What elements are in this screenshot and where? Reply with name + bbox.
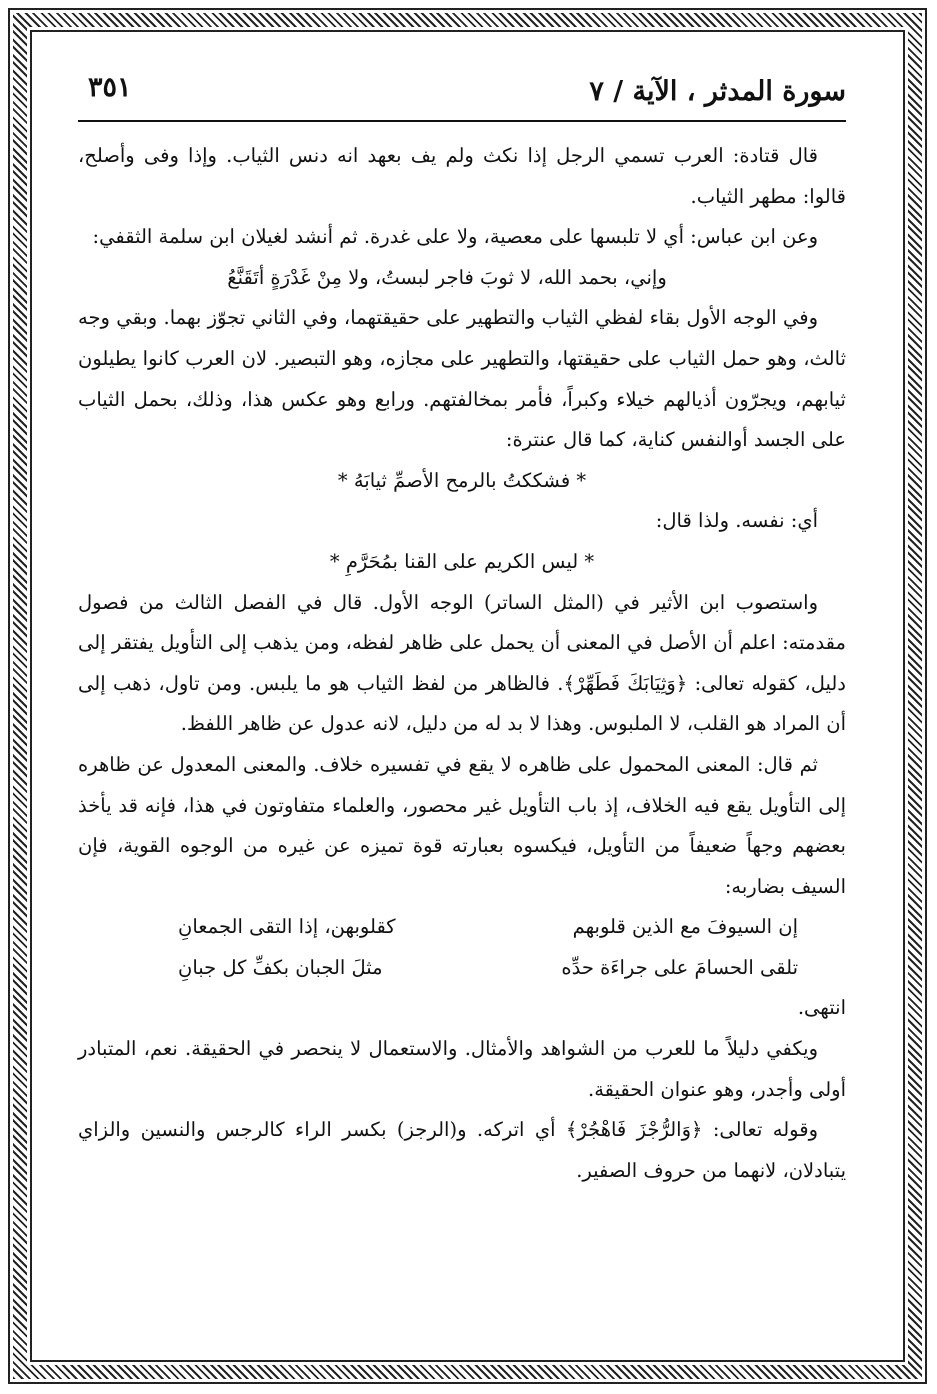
hemistich-2b: مثلَ الجبان بكفِّ كل جبانِ	[178, 955, 383, 979]
book-page	[78, 62, 846, 1191]
verse-antara-1: * فشككتُ بالرمح الأصمِّ ثيابَهُ *	[337, 468, 587, 492]
page-body	[78, 122, 846, 1191]
couplet-line-1	[78, 907, 846, 948]
hemistich-2a: تلقى الحسامَ على جراءَة حدِّه	[561, 955, 798, 979]
paragraph-rujz: وقوله تعالى: ﴿وَالرُّجْزَ فَاهْجُرْ﴾ أي اتركه. و(الرجز) بكسر الراء كالرجس والنسين والزاي يتبادلان، لانهما من حروف الصفير.	[78, 1118, 846, 1182]
verse-antara-2: * ليس الكريم على القنا بمُحَرَّمِ *	[329, 549, 595, 573]
couplet-line-2	[78, 948, 846, 989]
page-header	[78, 62, 846, 122]
paragraph-thumma-qal: ثم قال: المعنى المحمول على ظاهره لا يقع في تفسيره خلاف. والمعنى المعدول عن ظاهره إلى التأويل يقع فيه الخلاف، إذ باب التأويل غير محصور، والعلماء متفاوتون في هذا، فإنه قد يأخذ بعضهم وجهاً ضعيفاً من التأويل، فيكسوه بعبارته قوة تميزه عن غيره من الوجوه القوية، فإن السيف بضاربه:	[78, 752, 846, 898]
paragraph-qatada: قال قتادة: العرب تسمي الرجل إذا نكث ولم يف بعهد انه دنس الثياب. وإذا وفى وأصلح، قالوا: مطهر الثياب.	[78, 144, 846, 208]
verse-ghaylan: وإني، بحمد الله، لا ثوبَ فاجر لبستُ، ولا مِنْ غَدْرَةٍ أتَقَنَّعُ	[227, 265, 667, 289]
paragraph-interpretations: وفي الوجه الأول بقاء لفظي الثياب والتطهير على حقيقتهما، وفي الثاني تجوّز بهما. وبقي وجه ثالث، وهو حمل الثياب على حقيقتها، والتطهير على مجازه، وهو التبصير. لان العرب كانوا يطيلون ثيابهم، ويجرّون أذيالهم خيلاء وكبراً، فأمر بمخالفتهم. ورابع وهو عكس هذا، وذلك، بحمل الثياب على الجسد أوالنفس كناية، كما قال عنترة:	[78, 306, 846, 452]
paragraph-nafsuhu: أي: نفسه. ولذا قال:	[655, 509, 818, 533]
page-number: ٣٥١	[88, 72, 132, 103]
paragraph-intaha: انتهى.	[797, 996, 846, 1020]
hemistich-1a: إن السيوفَ مع الذين قلوبهم	[572, 915, 798, 939]
hemistich-1b: كقلوبهن، إذا التقى الجمعانِ	[178, 915, 396, 939]
running-title: سورة المدثر ، الآية / ٧	[589, 76, 846, 107]
paragraph-ibn-al-athir: واستصوب ابن الأثير في (المثل الساتر) الوجه الأول. قال في الفصل الثالث من فصول مقدمته: اعلم أن الأصل في المعنى أن يحمل على ظاهر لفظه، ومن يذهب إلى التأويل يفتقر إلى دليل، كقوله تعالى: ﴿وَثِيَابَكَ فَطَهِّرْ﴾. فالظاهر من لفظ الثياب هو ما يلبس. ومن تاول، ذهب إلى أن المراد هو القلب، لا الملبوس. وهذا لا بد له من دليل، لانه عدول عن ظاهر اللفظ.	[78, 590, 846, 736]
paragraph-ibn-abbas: وعن ابن عباس: أي لا تلبسها على معصية، ولا على غدرة. ثم أنشد لغيلان ابن سلمة الثقفي:	[92, 225, 818, 249]
paragraph-evidence: ويكفي دليلاً ما للعرب من الشواهد والأمثال. والاستعمال لا ينحصر في الحقيقة. نعم، المتبادر أولى وأجدر، وهو عنوان الحقيقة.	[78, 1037, 846, 1101]
